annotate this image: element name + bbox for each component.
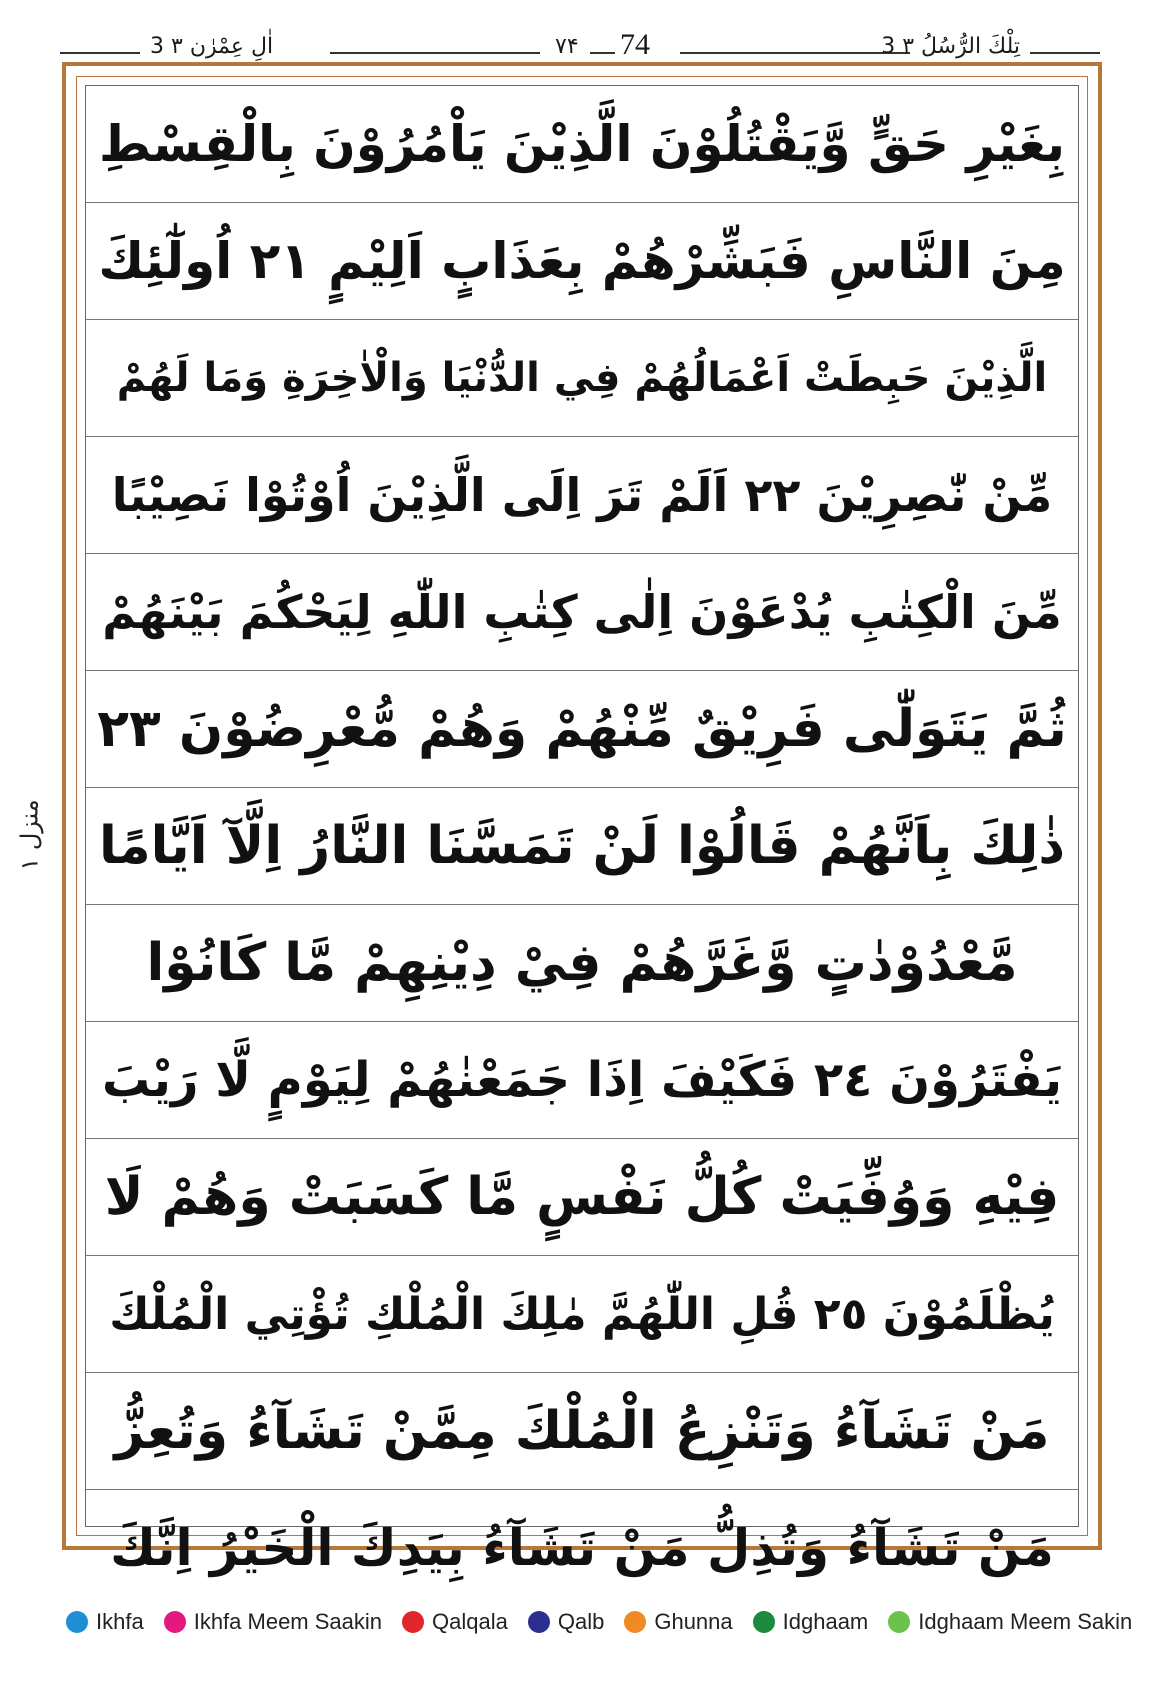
legend-dot	[888, 1611, 910, 1633]
verse-text: مِنَ النَّاسِ فَبَشِّرْهُمْ بِعَذَابٍ اَلِيْمٍ ٢١ اُولٰٓئِكَ	[98, 232, 1066, 290]
verse-line	[86, 1490, 1078, 1606]
legend-item-qalb	[528, 1609, 604, 1635]
verse-text: الَّذِيْنَ حَبِطَتْ اَعْمَالُهُمْ فِي الدُّنْيَا وَالْاٰخِرَةِ وَمَا لَهُمْ	[116, 355, 1048, 401]
verse-line	[86, 203, 1078, 320]
verse-text: مِّنَ الْكِتٰبِ يُدْعَوْنَ اِلٰى كِتٰبِ اللّٰهِ لِيَحْكُمَ بَيْنَهُمْ	[102, 585, 1062, 639]
tajweed-legend	[66, 1602, 1152, 1642]
verse-line	[86, 1139, 1078, 1256]
page-frame	[62, 62, 1102, 1577]
header-rule	[330, 52, 540, 54]
verse-line	[86, 788, 1078, 905]
legend-item-ikhfa	[66, 1609, 144, 1635]
verse-line	[86, 1022, 1078, 1139]
header-rule	[1030, 52, 1100, 54]
verse-line	[86, 1373, 1078, 1490]
manzil-text: منزل ١	[16, 799, 45, 871]
verse-line	[86, 1256, 1078, 1373]
legend-label: Qalb	[557, 1609, 605, 1634]
legend-label: Qalqala	[432, 1609, 508, 1634]
verse-text: يُظْلَمُوْنَ ٢٥ قُلِ اللّٰهُمَّ مٰلِكَ الْمُلْكِ تُؤْتِي الْمُلْكَ	[109, 1288, 1055, 1340]
header-rule	[590, 52, 615, 54]
verse-text: ذٰلِكَ بِاَنَّهُمْ قَالُوْا لَنْ تَمَسَّنَا النَّارُ اِلَّآ اَيَّامًا	[98, 816, 1066, 876]
legend-dot	[164, 1611, 186, 1633]
legend-label: Ghunna	[654, 1609, 733, 1634]
verse-text: مِّنْ نّٰصِرِيْنَ ٢٢ اَلَمْ تَرَ اِلَى الَّذِيْنَ اُوْتُوْا نَصِيْبًا	[111, 468, 1053, 522]
legend-dot	[528, 1611, 550, 1633]
verse-line	[86, 905, 1078, 1022]
verse-lines	[85, 85, 1079, 1577]
legend-label: Idghaam	[782, 1609, 869, 1634]
verse-line	[86, 554, 1078, 671]
verse-text: فِيْهِ وَوُفِّيَتْ كُلُّ نَفْسٍ مَّا كَسَبَتْ وَهُمْ لَا	[104, 1167, 1060, 1227]
legend-item-ghunna	[624, 1609, 732, 1635]
header-surah-name: 3 اٰلِ عِمْرٰن ٣	[150, 34, 274, 59]
verse-line	[86, 437, 1078, 554]
page-number: 74	[620, 28, 650, 61]
legend-item-qalqala	[402, 1609, 508, 1635]
legend-dot	[624, 1611, 646, 1633]
legend-label: Idghaam Meem Sakin	[918, 1609, 1133, 1634]
verse-text: ثُمَّ يَتَوَلّٰى فَرِيْقٌ مِّنْهُمْ وَهُمْ مُّعْرِضُوْنَ ٢٣	[97, 699, 1067, 759]
legend-dot	[753, 1611, 775, 1633]
verse-text: يَفْتَرُوْنَ ٢٤ فَكَيْفَ اِذَا جَمَعْنٰهُمْ لِيَوْمٍ لَّا رَيْبَ	[102, 1052, 1062, 1108]
verse-line	[86, 86, 1078, 203]
header-juz-name: 3 تِلْكَ الرُّسُلُ ٣	[881, 34, 1020, 59]
verse-text: بِغَيْرِ حَقٍّ وَّيَقْتُلُوْنَ الَّذِيْنَ يَاْمُرُوْنَ بِالْقِسْطِ	[99, 115, 1065, 173]
legend-item-idghaam	[753, 1609, 869, 1635]
legend-dot	[402, 1611, 424, 1633]
verse-line	[86, 671, 1078, 788]
header-rule	[60, 52, 140, 54]
header-urdu-page-number: ۷۴	[555, 34, 579, 59]
verse-text: مَنْ تَشَآءُ وَتُذِلُّ مَنْ تَشَآءُ بِيَدِكَ الْخَيْرُ اِنَّكَ	[110, 1519, 1054, 1577]
header-rule	[680, 52, 910, 54]
legend-item-idghaam-meem-sakin	[888, 1609, 1132, 1635]
verse-text: مَنْ تَشَآءُ وَتَنْزِعُ الْمُلْكَ مِمَّنْ تَشَآءُ وَتُعِزُّ	[114, 1401, 1050, 1461]
frame-inner-border	[76, 76, 1088, 1577]
manzil-label	[10, 780, 50, 890]
legend-item-ikhfa-meem-saakin	[164, 1609, 382, 1635]
verse-line	[86, 320, 1078, 437]
legend-label: Ikhfa	[96, 1609, 144, 1634]
legend-label: Ikhfa Meem Saakin	[193, 1609, 383, 1634]
legend-dot	[66, 1611, 88, 1633]
verse-text: مَّعْدُوْدٰتٍ وَّغَرَّهُمْ فِيْ دِيْنِهِمْ مَّا كَانُوْا	[146, 933, 1018, 993]
